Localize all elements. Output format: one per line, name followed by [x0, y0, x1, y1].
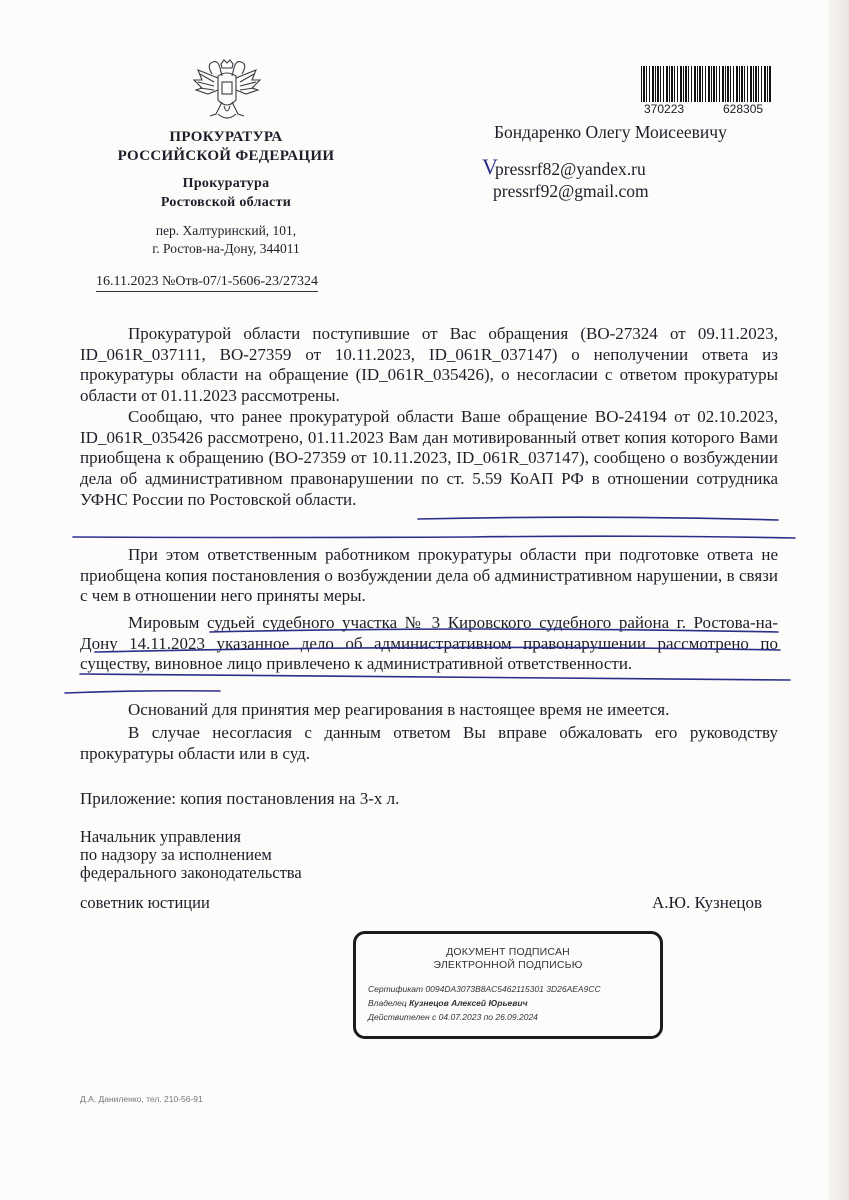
- owner-label: Владелец: [368, 998, 407, 1008]
- executor-contact: Д.А. Даниленко, тел. 210-56-91: [80, 1094, 203, 1104]
- regional-org-line2: Ростовской области: [160, 195, 292, 210]
- valid-to-label: по: [483, 1012, 493, 1022]
- barcode-number-right: 628305: [723, 102, 764, 116]
- valid-from: 04.07.2023: [438, 1012, 482, 1022]
- certificate-value: 0094DA3073B8AC5462115301 3D26AEA9CC: [425, 984, 601, 994]
- handwritten-check-mark: V: [482, 154, 498, 179]
- signer-position-line2: по надзору за исполнением: [80, 845, 272, 864]
- e-signature-title-line2: ЭЛЕКТРОННОЙ ПОДПИСЬЮ: [433, 959, 583, 971]
- valid-to: 26.09.2024: [495, 1012, 538, 1022]
- signer-position-line1: Начальник управления: [80, 827, 241, 846]
- signer-position-line3: федерального законодательства: [80, 863, 302, 882]
- regional-org-line1: Прокуратура: [182, 176, 270, 191]
- attachment-note: Приложение: копия постановления на 3-х л.: [80, 789, 400, 808]
- body-paragraph-1: Прокуратурой области поступившие от Вас обращения (ВО-27324 от 09.11.2023, ID_061R_037111, ВО-27359 от 10.11.2023, ID_061R_037147) о неполучении ответа из прокуратуры области на обращение (ID_061R_035426), о несогласии с ответом прокуратуры области от 01.11.2023 рассмотрены.: [80, 324, 778, 406]
- signer-rank: советник юстиции: [80, 893, 210, 912]
- body-paragraph-4: Мировым судьей судебного участка № 3 Кировского судебного района г. Ростова-на-Дону 14.11.2023 указанное дело об административном правонарушении рассмотрено по существу, виновное лицо привлечено к административной ответственности.: [80, 613, 778, 674]
- body-paragraph-3: При этом ответственным работником прокуратуры области при подготовке ответа не приобщена копия постановления о возбуждении дела об административном нарушении, в связи с чем в отношении него приняты меры.: [80, 545, 778, 606]
- recipient-email-2: pressrf92@gmail.com: [493, 181, 649, 201]
- body-paragraph-5: Оснований для принятия мер реагирования в настоящее время не имеется.: [128, 700, 670, 719]
- signer-name: А.Ю. Кузнецов: [652, 893, 763, 912]
- owner-value: Кузнецов Алексей Юрьевич: [409, 998, 528, 1008]
- e-signature-title-line1: ДОКУМЕНТ ПОДПИСАН: [446, 946, 570, 958]
- barcode-number-left: 370223: [644, 102, 685, 116]
- org-name-line2: РОССИЙСКОЙ ФЕДЕРАЦИИ: [117, 148, 335, 164]
- org-name-line1: ПРОКУРАТУРА: [169, 129, 283, 145]
- address-line1: пер. Халтуринский, 101,: [155, 223, 297, 238]
- body-paragraph-6: В случае несогласия с данным ответом Вы вправе обжаловать его руководству прокуратуры области или в суд.: [80, 723, 778, 763]
- certificate-label: Сертификат: [368, 984, 424, 994]
- recipient-name: Бондаренко Олегу Моисеевичу: [494, 122, 727, 142]
- recipient-email-1: pressrf82@yandex.ru: [495, 159, 646, 179]
- valid-label: Действителен с: [368, 1012, 437, 1022]
- address-line2: г. Ростов-на-Дону, 344011: [152, 241, 300, 256]
- document-reference: 16.11.2023 №Отв-07/1-5606-23/27324: [96, 274, 318, 292]
- body-paragraph-2: Сообщаю, что ранее прокуратурой области Ваше обращение ВО-24194 от 02.10.2023, ID_061R_035426 рассмотрено, 01.11.2023 Вам дан мотивированный ответ копия которого Вами приобщена к обращению (ВО-27359 от 10.11.2023, ID_061R_037147), сообщено о возбуждении дела об административном правонарушении по ст. 5.59 КоАП РФ в отношении сотрудника УФНС России по Ростовской области.: [80, 407, 778, 509]
